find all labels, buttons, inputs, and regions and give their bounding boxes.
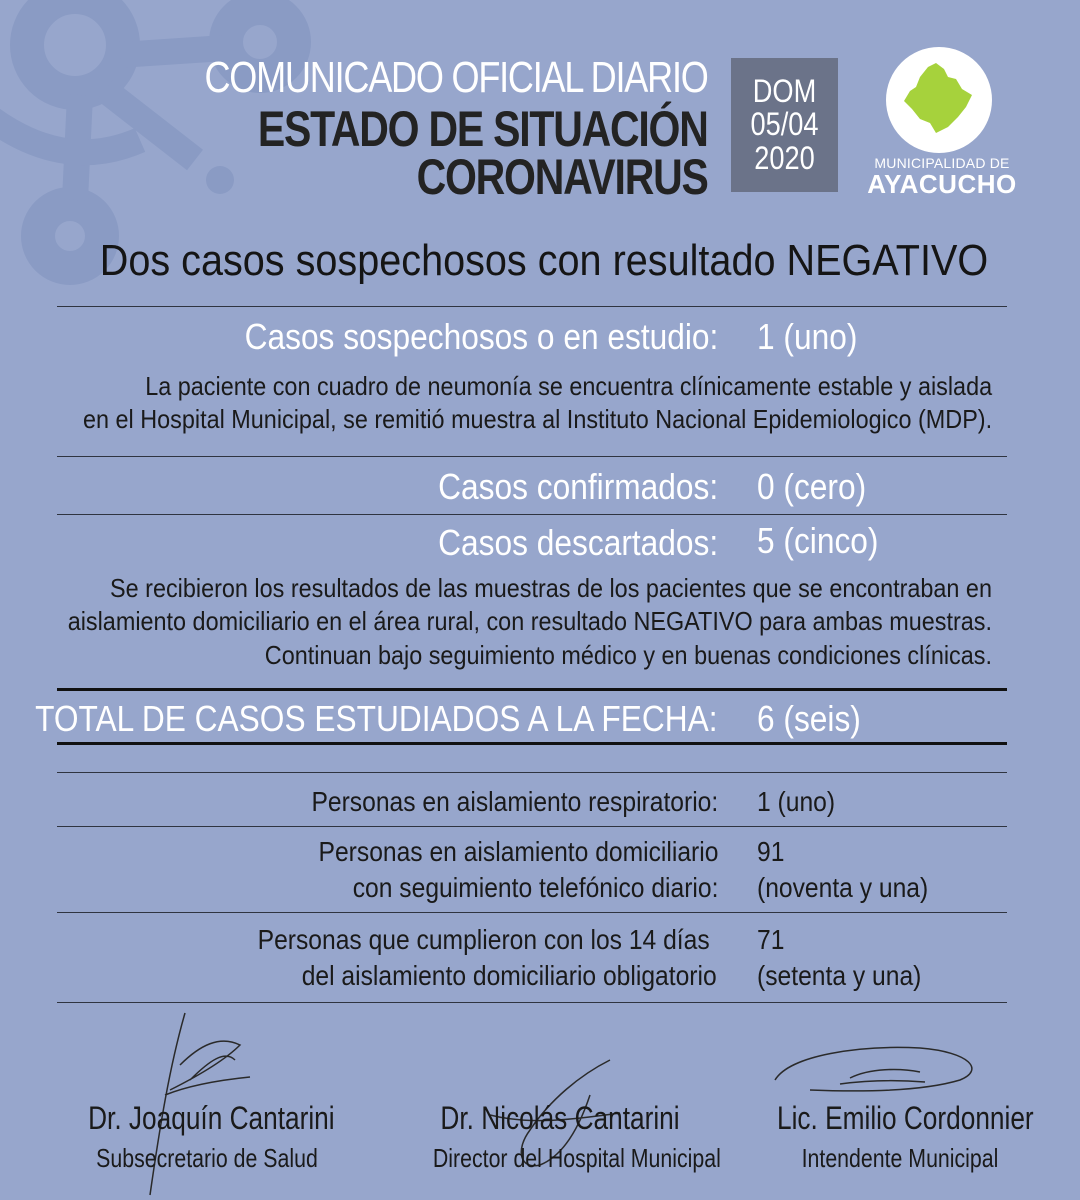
home-isolation-value-line-2: (noventa y una) [757, 871, 929, 903]
signature-name-1: Dr. Joaquín Cantarini [88, 1100, 335, 1136]
suspected-note-line-2: en el Hospital Municipal, se remitió muestra al Instituto Nacional Epidemiologico (MDP). [82, 404, 992, 435]
home-isolation-label-line-2: con seguimiento telefónico diario: [352, 871, 718, 903]
date-date: 05/04 [750, 106, 819, 143]
total-value: 6 (seis) [757, 698, 861, 739]
home-isolation-value [757, 834, 928, 906]
divider [57, 456, 1007, 457]
suspected-value: 1 (uno) [757, 316, 858, 357]
logo-circle [886, 47, 992, 153]
divider [57, 1002, 1007, 1003]
completed-value-line-2: (setenta y una) [757, 959, 922, 991]
header-titles [94, 53, 708, 205]
discarded-note-line-3: Continuan bajo seguimiento médico y en buenas condiciones clínicas. [264, 639, 992, 670]
discarded-note [68, 572, 992, 672]
confirmed-value: 0 (cero) [757, 466, 867, 507]
signature-block-2 [405, 1100, 721, 1174]
confirmed-label: Casos confirmados: [438, 466, 718, 507]
signature-name-2: Dr. Nicolás Cantarini [440, 1100, 680, 1136]
divider [57, 912, 1007, 913]
respiratory-value: 1 (uno) [757, 786, 836, 817]
discarded-note-line-2: aislamiento domiciliario en el área rural, con resultado NEGATIVO para ambas muestras. [67, 606, 992, 637]
completed-label-line-2: del aislamiento domiciliario obligatorio [302, 959, 718, 991]
suspected-note-line-1: La paciente con cuadro de neumonía se encuentra clínicamente estable y aislada [145, 371, 992, 401]
discarded-note-line-1: Se recibieron los resultados de las muestras de los pacientes que se encontraban en [110, 573, 992, 603]
home-isolation-value-line-1: 91 [757, 836, 785, 867]
discarded-label: Casos descartados: [438, 522, 718, 563]
signature-role-3: Intendente Municipal [801, 1143, 999, 1173]
divider-thick [57, 688, 1007, 691]
header-line-2: ESTADO DE SITUACIÓN [258, 101, 708, 157]
home-isolation-label [318, 834, 718, 906]
divider [57, 772, 1007, 773]
header-line-3: CORONAVIRUS [417, 149, 708, 205]
date-box [731, 58, 838, 192]
total-label: TOTAL DE CASOS ESTUDIADOS A LA FECHA: [35, 698, 718, 739]
signature-scribble-3-icon [770, 1040, 985, 1100]
signature-name-3: Lic. Emilio Cordonnier [777, 1100, 1034, 1136]
headline: Dos casos sospechosos con resultado NEGATIVO [99, 236, 988, 285]
divider-thick [57, 742, 1007, 745]
date-day: DOM [752, 72, 817, 109]
divider [57, 306, 1007, 307]
divider [57, 514, 1007, 515]
discarded-value: 5 (cinco) [757, 520, 879, 561]
signature-block-1 [62, 1100, 352, 1174]
logo-text-ayacucho: AYACUCHO [867, 169, 1017, 199]
suspected-label: Casos sospechosos o en estudio: [244, 316, 718, 357]
signature-block-3 [750, 1100, 1050, 1174]
date-year: 2020 [754, 139, 815, 176]
completed-label [257, 922, 718, 994]
header-line-1: COMUNICADO OFICIAL DIARIO [204, 53, 708, 102]
completed-value-line-1: 71 [757, 924, 785, 955]
map-shape-icon [886, 47, 992, 153]
signature-role-2: Director del Hospital Municipal [432, 1143, 721, 1173]
logo-text-municipalidad: MUNICIPALIDAD DE [874, 155, 1010, 171]
home-isolation-label-line-1: Personas en aislamiento domiciliario [318, 836, 718, 867]
completed-label-line-1: Personas que cumplieron con los 14 días [257, 924, 710, 955]
municipality-logo [862, 45, 1022, 205]
divider [57, 826, 1007, 827]
respiratory-label: Personas en aislamiento respiratorio: [311, 786, 718, 817]
completed-value [757, 922, 921, 994]
signature-role-1: Subsecretario de Salud [96, 1143, 318, 1173]
suspected-note [83, 370, 992, 437]
